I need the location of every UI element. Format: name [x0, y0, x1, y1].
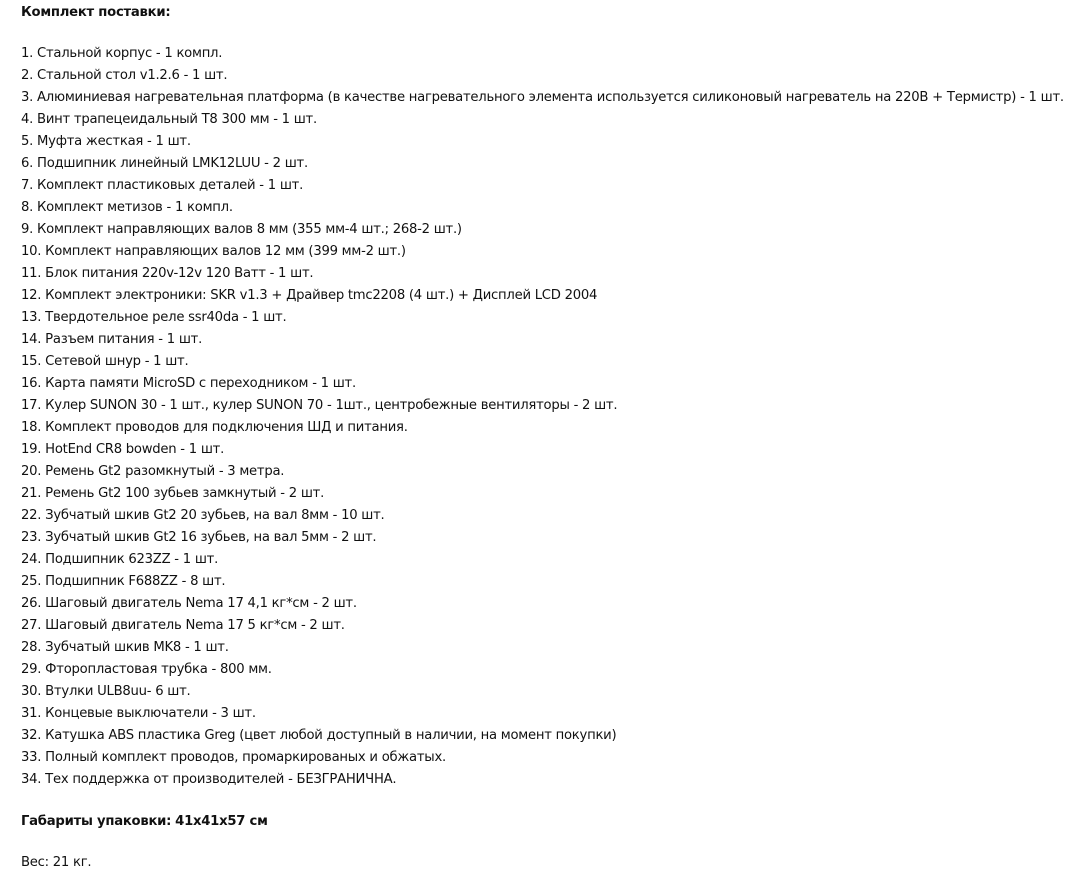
list-item: 19. HotEnd CR8 bowden - 1 шт.: [21, 442, 225, 457]
dimensions-label: Габариты упаковки:: [21, 814, 172, 829]
list-item: 16. Карта памяти MicroSD с переходником - 1 шт.: [21, 376, 356, 391]
list-item: 1. Стальной корпус - 1 компл.: [21, 46, 223, 61]
dimensions-value: 41x41x57 см: [175, 814, 268, 829]
list-item: 11. Блок питания 220v-12v 120 Ватт - 1 шт.: [21, 266, 314, 281]
list-item: 33. Полный комплект проводов, промаркированых и обжатых.: [21, 750, 446, 765]
list-item: 23. Зубчатый шкив Gt2 16 зубьев, на вал 5мм - 2 шт.: [21, 530, 377, 545]
list-item: 7. Комплект пластиковых деталей - 1 шт.: [21, 178, 304, 193]
list-item: 6. Подшипник линейный LMK12LUU - 2 шт.: [21, 156, 308, 171]
list-item: 13. Твердотельное реле ssr40da - 1 шт.: [21, 310, 287, 325]
list-item: 20. Ремень Gt2 разомкнутый - 3 метра.: [21, 464, 285, 479]
list-item: 27. Шаговый двигатель Nema 17 5 кг*см - 2 шт.: [21, 618, 345, 633]
list-item: 24. Подшипник 623ZZ - 1 шт.: [21, 552, 219, 567]
list-item: 5. Муфта жесткая - 1 шт.: [21, 134, 191, 149]
list-item: 31. Концевые выключатели - 3 шт.: [21, 706, 256, 721]
list-item: 3. Алюминиевая нагревательная платформа (в качестве нагревательного элемента используется силиконовый нагреватель на 220В + Термистр) - 1 шт.: [21, 90, 1064, 105]
list-item: 9. Комплект направляющих валов 8 мм (355 мм-4 шт.; 268-2 шт.): [21, 222, 462, 237]
list-item: 12. Комплект электроники: SKR v1.3 + Драйвер tmc2208 (4 шт.) + Дисплей LCD 2004: [21, 288, 598, 303]
list-item: 29. Фторопластовая трубка - 800 мм.: [21, 662, 272, 677]
list-item: 34. Тех поддержка от производителей - БЕЗГРАНИЧНА.: [21, 772, 397, 787]
list-item: 22. Зубчатый шкив Gt2 20 зубьев, на вал 8мм - 10 шт.: [21, 508, 385, 523]
list-item: 4. Винт трапецеидальный T8 300 мм - 1 шт.: [21, 112, 317, 127]
list-item: 28. Зубчатый шкив MK8 - 1 шт.: [21, 640, 229, 655]
package-dimensions: [21, 813, 268, 831]
list-item: 21. Ремень Gt2 100 зубьев замкнутый - 2 шт.: [21, 486, 325, 501]
list-item: 10. Комплект направляющих валов 12 мм (399 мм-2 шт.): [21, 244, 406, 259]
list-item: 25. Подшипник F688ZZ - 8 шт.: [21, 574, 226, 589]
list-item: 15. Сетевой шнур - 1 шт.: [21, 354, 189, 369]
list-item: 8. Комплект метизов - 1 компл.: [21, 200, 233, 215]
list-item: 30. Втулки ULB8uu- 6 шт.: [21, 684, 191, 699]
list-item: 17. Кулер SUNON 30 - 1 шт., кулер SUNON 70 - 1шт., центробежные вентиляторы - 2 шт.: [21, 398, 618, 413]
list-item: 2. Стальной стол v1.2.6 - 1 шт.: [21, 68, 228, 83]
list-item: 14. Разъем питания - 1 шт.: [21, 332, 203, 347]
list-item: 26. Шаговый двигатель Nema 17 4,1 кг*см - 2 шт.: [21, 596, 357, 611]
contents-list: [21, 45, 1064, 793]
weight-text: Вес: 21 кг.: [21, 855, 92, 870]
list-item: 18. Комплект проводов для подключения ШД и питания.: [21, 420, 408, 435]
contents-heading: Комплект поставки:: [21, 5, 171, 20]
list-item: 32. Катушка ABS пластика Greg (цвет любой доступный в наличии, на момент покупки): [21, 728, 617, 743]
